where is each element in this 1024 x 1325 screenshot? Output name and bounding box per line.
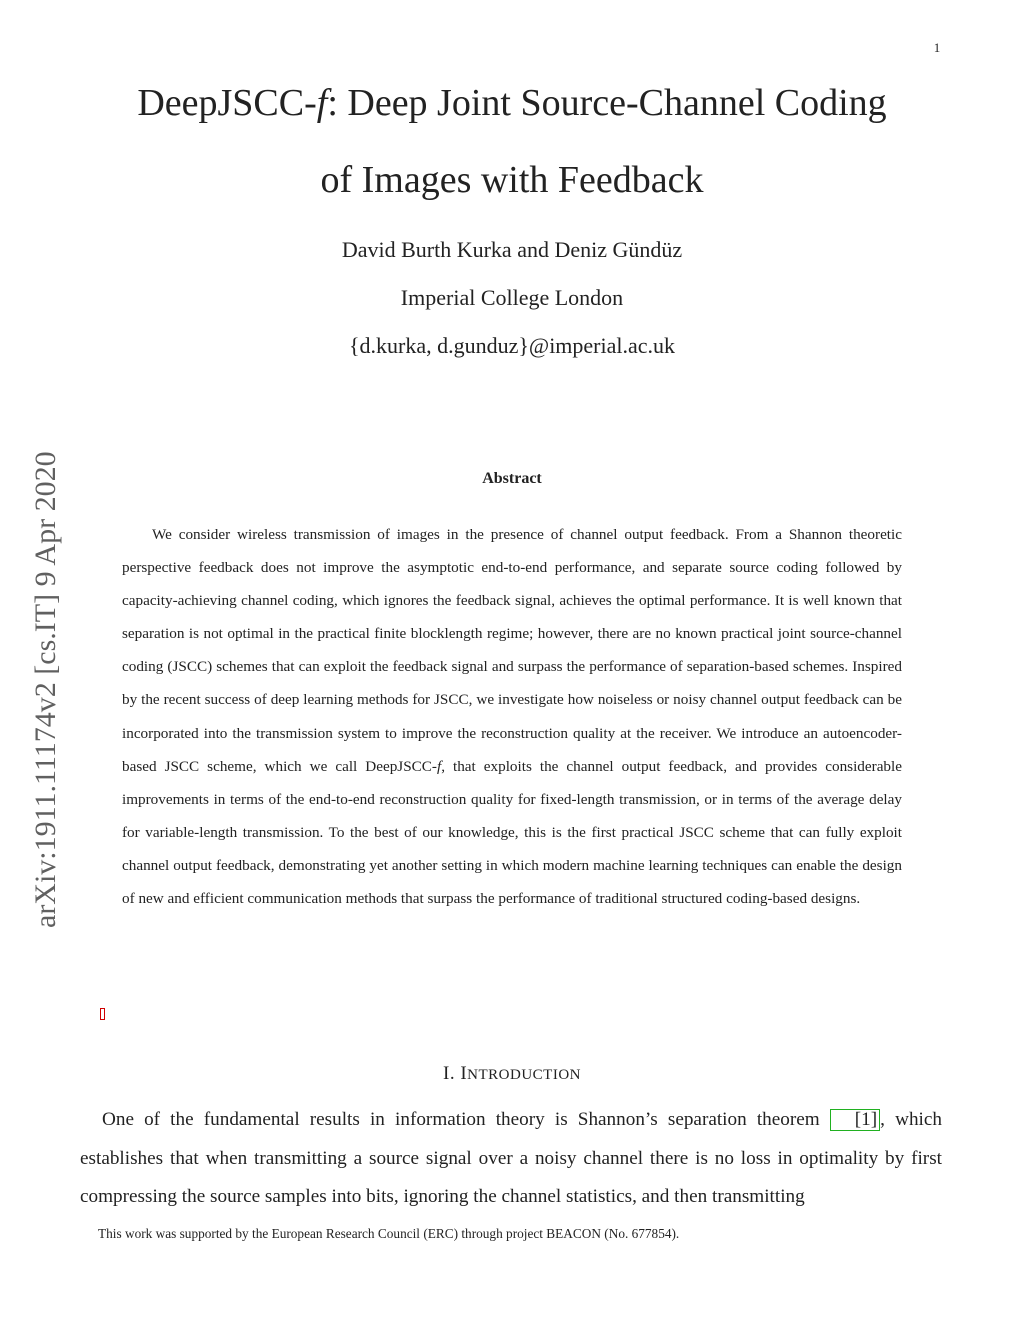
- abstract-heading: Abstract: [482, 470, 542, 487]
- section-numeral: I.: [443, 1063, 456, 1084]
- section-title-rest: NTRODUCTION: [467, 1067, 581, 1083]
- abstract-body: [122, 518, 902, 915]
- title-prefix: DeepJSCC-: [137, 82, 317, 124]
- page-number: 1: [933, 40, 941, 55]
- author-emails: {d.kurka, d.gunduz}@imperial.ac.uk: [348, 333, 676, 358]
- abstract-text-part1: We consider wireless transmission of images in the presence of channel output feedback. From a Shannon theoretic perspective feedback does not improve the asymptotic end-to-end performance, and separate source coding followed by capacity-achieving channel coding, which ignores the feedback signal, achieves the optimal performance. It is well known that separation is not optimal in the practical finite blocklength regime; however, there are no known practical joint source-channel coding (JSCC) schemes that can exploit the feedback signal and surpass the performance of separation-based schemes. Inspired by the recent success of deep learning methods for JSCC, we investigate how noiseless or noisy channel output feedback can be incorporated into the transmission system to improve the reconstruction quality at the receiver. We introduce an autoencoder-based JSCC scheme, which we call DeepJSCC-: [122, 526, 902, 775]
- intro-text-part2: , which establishes that when transmitting a source signal over a noisy channel there is no loss in optimality by first compressing the source samples into bits, ignoring the channel statistics, and then transmitting: [80, 1109, 942, 1207]
- abstract-math-f: f: [436, 757, 442, 775]
- author-affiliation: Imperial College London: [400, 285, 624, 310]
- intro-text-part1: One of the fundamental results in information theory is Shannon’s separation theorem: [102, 1109, 830, 1130]
- section-heading-introduction: [300, 1063, 724, 1085]
- link-marker-icon[interactable]: [100, 1008, 105, 1020]
- introduction-paragraph: [80, 1101, 942, 1217]
- paper-title-line-2: of Images with Feedback: [320, 159, 704, 201]
- arxiv-stamp: arXiv:1911.11174v2 [cs.IT] 9 Apr 2020: [29, 451, 62, 928]
- author-names: David Burth Kurka and Deniz Gündüz: [341, 237, 683, 262]
- title-suffix: : Deep Joint Source-Channel Coding: [327, 82, 887, 124]
- abstract-text-part2: , that exploits the channel output feedback, and provides considerable improvements in terms of the end-to-end reconstruction quality for fixed-length transmission, or in terms of the average delay for variable-length transmission. To the best of our knowledge, this is the first practical JSCC scheme that can fully exploit channel output feedback, demonstrating yet another setting in which modern machine learning techniques can enable the design of new and efficient communication methods that surpass the performance of traditional structured coding-based designs.: [122, 757, 902, 908]
- citation-link[interactable]: [1]: [830, 1109, 880, 1131]
- footnote: This work was supported by the European Research Council (ERC) through project BEACON (No. 677854).: [98, 1226, 680, 1241]
- title-math-f: f: [316, 82, 328, 124]
- author-block: [60, 0, 964, 380]
- section-title-initial: I: [460, 1063, 468, 1084]
